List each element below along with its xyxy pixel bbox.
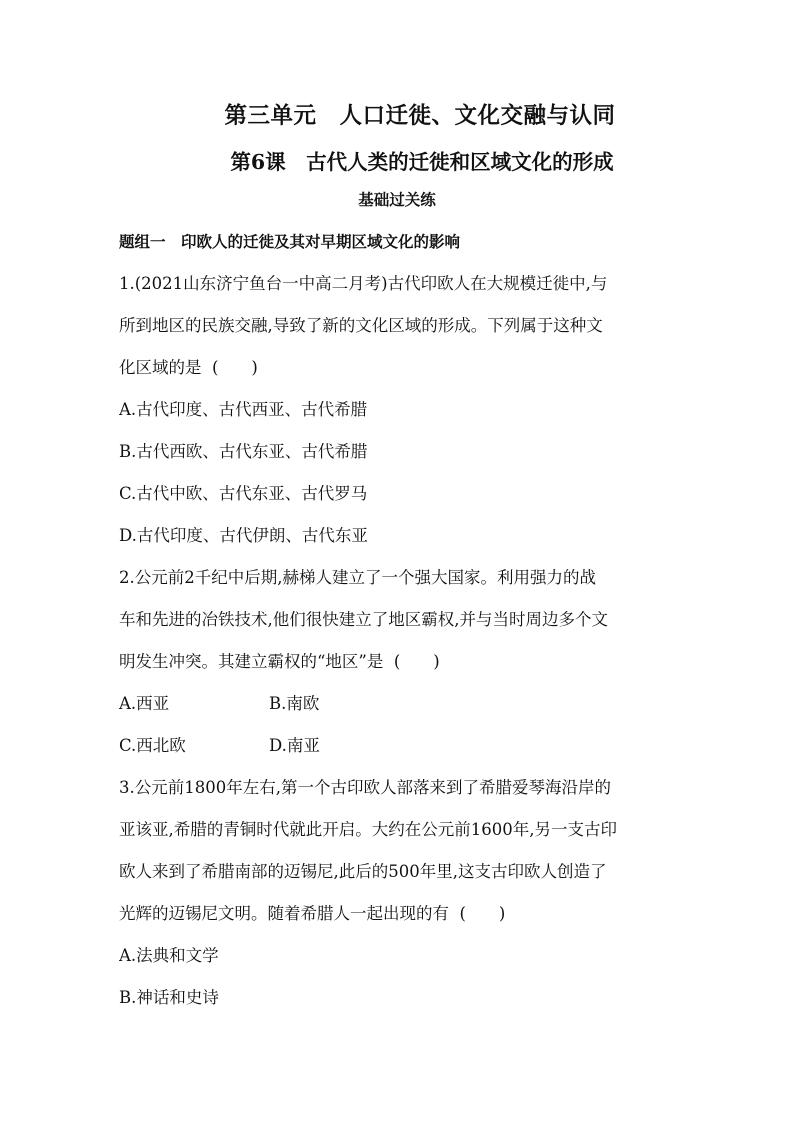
- question-text-line: 车和先进的冶铁技术,他们很快建立了地区霸权,并与当时周边多个文: [119, 610, 608, 629]
- answer-blank: ( ): [212, 358, 258, 377]
- answer-blank: ( ): [393, 652, 440, 671]
- option-row: [119, 725, 675, 767]
- option-b: B.神话和史诗: [119, 988, 219, 1007]
- option-c: C.西北欧: [119, 736, 186, 755]
- question-text-line: [119, 641, 675, 683]
- option-row: [119, 683, 675, 725]
- question-list: [119, 263, 675, 1019]
- option-d: D.古代印度、古代伊朗、古代东亚: [119, 526, 368, 545]
- answer-blank: ( ): [459, 904, 506, 923]
- question-2: [119, 557, 675, 767]
- question-text-fragment: 化区域的是: [119, 358, 202, 377]
- question-text-line: 2.公元前2千纪中后期,赫梯人建立了一个强大国家。利用强力的战: [119, 568, 596, 587]
- question-group-title: 题组一 印欧人的迁徙及其对早期区域文化的影响: [119, 232, 461, 251]
- option-d: D.南亚: [269, 736, 320, 755]
- question-3: [119, 767, 675, 1019]
- question-1: [119, 263, 675, 557]
- question-text-line: 亚该亚,希腊的青铜时代就此开启。大约在公元前1600年,另一支古印: [119, 820, 617, 839]
- lesson-title: 第6课 古代人类的迁徙和区域文化的形成: [230, 150, 614, 174]
- question-text-line: 所到地区的民族交融,导致了新的文化区域的形成。下列属于这种文: [119, 316, 603, 335]
- option-b: B.古代西欧、古代东亚、古代希腊: [119, 442, 368, 461]
- option-c: C.古代中欧、古代东亚、古代罗马: [119, 484, 368, 503]
- section-title: 基础过关练: [358, 190, 436, 209]
- question-text-line: 3.公元前1800年左右,第一个古印欧人部落来到了希腊爱琴海沿岸的: [119, 778, 611, 797]
- unit-title: 第三单元 人口迁徙、文化交融与认同: [224, 103, 616, 129]
- question-text-line: [119, 347, 675, 389]
- question-text-line: 1.(2021山东济宁鱼台一中高二月考)古代印欧人在大规模迁徙中,与: [119, 274, 608, 293]
- question-text-line: 欧人来到了希腊南部的迈锡尼,此后的500年里,这支古印欧人创造了: [119, 862, 607, 881]
- option-a: A.西亚: [119, 694, 170, 713]
- question-text-fragment: 明发生冲突。其建立霸权的“地区”是: [119, 652, 384, 671]
- question-text-line: [119, 893, 675, 935]
- question-text-fragment: 光辉的迈锡尼文明。随着希腊人一起出现的有: [119, 904, 449, 923]
- option-a: A.法典和文学: [119, 946, 219, 965]
- option-a: A.古代印度、古代西亚、古代希腊: [119, 400, 368, 419]
- option-b: B.南欧: [269, 694, 320, 713]
